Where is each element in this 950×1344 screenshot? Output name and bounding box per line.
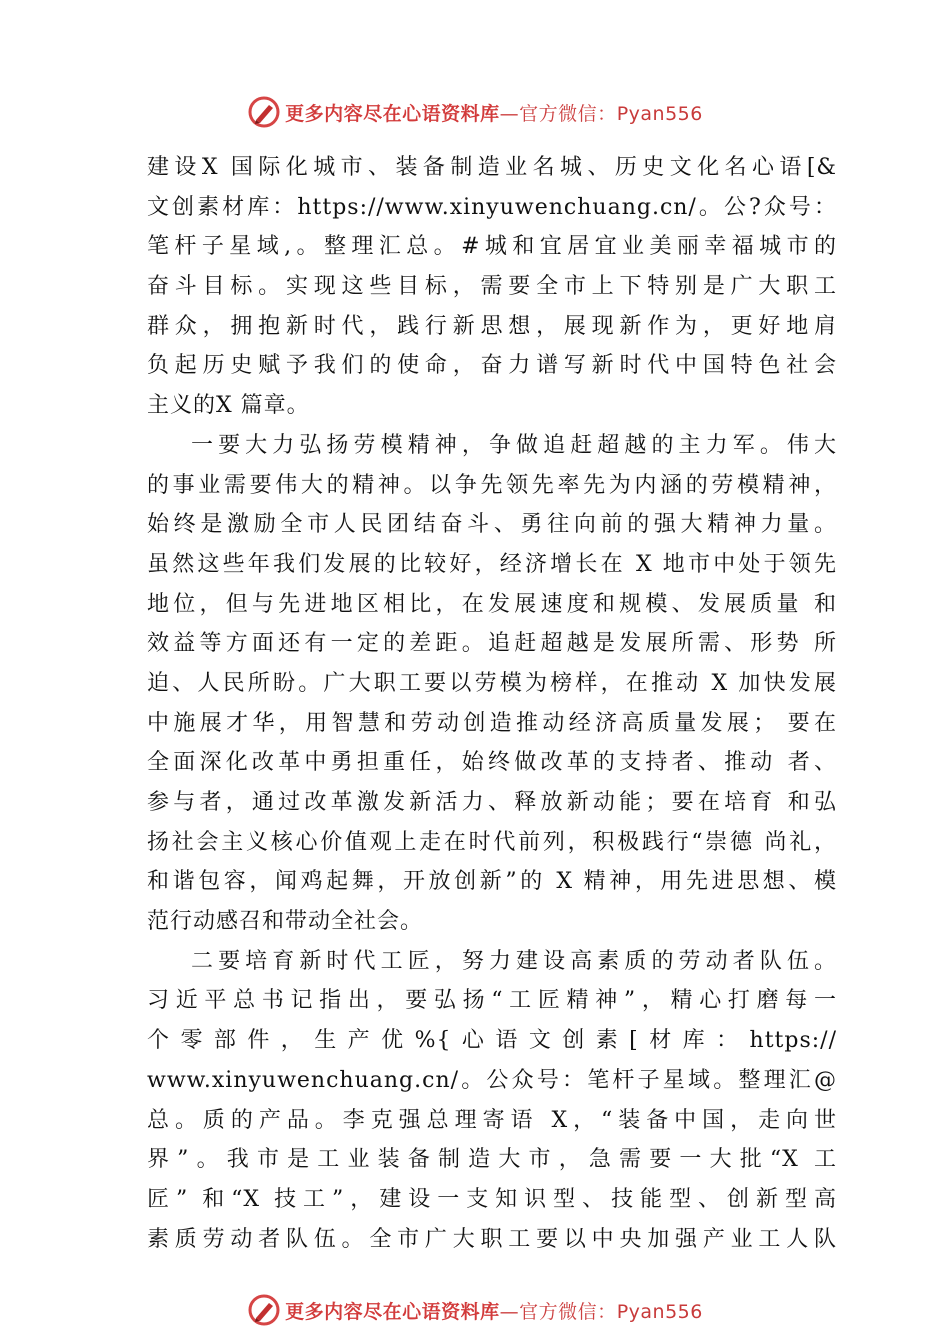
text-line: 效益等方面还有一定的差距。追赶超越是发展所需、形势 所 [147, 631, 837, 657]
text-line: 匠” 和“X 技工”，建设一支知识型、技能型、创新型高 [147, 1186, 837, 1212]
banner-main-text: 更多内容尽在心语资料库 [285, 102, 500, 125]
text-line: 文创素材库：https://www.xinyuwenchuang.cn/。公?众号： [147, 194, 837, 220]
banner-main-text: 更多内容尽在心语资料库 [285, 1300, 500, 1323]
banner-dash: — [499, 102, 520, 125]
paragraph-first-line: 二要培育新时代工匠，努力建设高素质的劳动者队伍。 [191, 948, 837, 974]
banner-sub-text: 官方微信： [519, 102, 617, 125]
text-line: 扬社会主义核心价值观上走在时代前列，积极践行“崇德 尚礼， [147, 829, 837, 855]
text-line: 总。质的产品。李克强总理寄语 X，“装备中国，走向世 [147, 1107, 837, 1133]
text-line: 迫、人民所盼。广大职工要以劳模为榜样，在推动 X 加快发展 [147, 670, 837, 696]
banner-wechat-id: Pyan556 [616, 102, 703, 125]
banner-wechat-id: Pyan556 [616, 1300, 703, 1323]
pen-logo-icon [247, 95, 281, 129]
paragraph-first-line: 一要大力弘扬劳模精神，争做追赶超越的主力军。伟大 [191, 432, 837, 458]
text-line: 虽然这些年我们发展的比较好，经济增长在 X 地市中处于领先 [147, 551, 837, 577]
text-line: 主义的X 篇章。 [147, 393, 310, 419]
text-line: 范行动感召和带动全社会。 [147, 909, 424, 935]
text-line: www.xinyuwenchuang.cn/。公众号：笔杆子星域。整理汇@ [147, 1067, 837, 1093]
banner-sub-text: 官方微信： [519, 1300, 617, 1323]
text-line: 始终是激励全市人民团结奋斗、勇往向前的强大精神力量。 [147, 512, 837, 538]
text-line: 群众，拥抱新时代，践行新思想，展现新作为，更好地肩 [147, 313, 837, 339]
text-line: 中施展才华，用智慧和劳动创造推动经济高质量发展； 要在 [147, 710, 837, 736]
text-line: 地位，但与先进地区相比，在发展速度和规模、发展质量 和 [147, 591, 837, 617]
text-line: 奋斗目标。实现这些目标，需要全市上下特别是广大职工 [147, 274, 837, 300]
banner-text [285, 1297, 703, 1324]
text-line: 个零部件，生产优%{心语文创素[材库：https:// [147, 1028, 837, 1054]
pen-logo-icon [247, 1293, 281, 1327]
text-line: 参与者，通过改革激发新活力、释放新动能；要在培育 和弘 [147, 790, 837, 815]
banner-dash: — [499, 1300, 520, 1323]
text-line: 笔杆子星域,。整理汇总。#城和宜居宜业美丽幸福城市的 [147, 234, 837, 260]
banner-text [285, 99, 703, 126]
text-line: 习近平总书记指出，要弘扬“工匠精神”，精心打磨每一 [147, 988, 837, 1014]
text-line: 和谐包容，闻鸡起舞，开放创新”的 X 精神，用先进思想、模 [147, 869, 837, 895]
text-line: 素质劳动者队伍。全市广大职工要以中央加强产业工人队 [147, 1226, 837, 1252]
text-line: 的事业需要伟大的精神。以争先领先率先为内涵的劳模精神， [147, 472, 837, 498]
text-line: 建设X 国际化城市、装备制造业名城、历史文化名心语[& [147, 155, 837, 180]
footer-watermark-banner [0, 1290, 950, 1330]
text-line: 界”。我市是工业装备制造大市，急需要一大批“X 工 [147, 1147, 837, 1173]
text-line: 全面深化改革中勇担重任，始终做改革的支持者、推动 者、 [147, 750, 837, 776]
document-body [147, 148, 837, 1259]
header-watermark-banner [0, 92, 950, 132]
text-line: 负起历史赋予我们的使命，奋力谱写新时代中国特色社会 [147, 353, 837, 379]
